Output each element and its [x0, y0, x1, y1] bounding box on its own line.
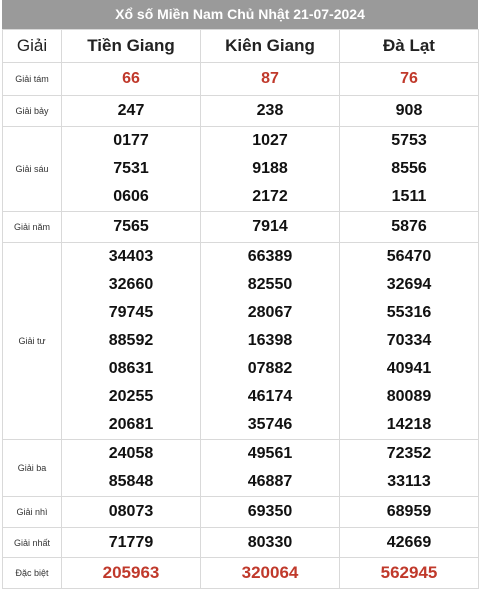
prize-value: 35746: [247, 416, 293, 433]
prize-value: 49561: [247, 445, 293, 462]
prize-cell: [62, 440, 201, 497]
province-header-da-lat[interactable]: Đà Lạt: [340, 30, 479, 63]
prize-value: 32694: [386, 276, 432, 293]
prize-cell: [340, 127, 479, 212]
results-table: [2, 29, 479, 589]
prize-row-g4: [3, 243, 479, 440]
prize-value: 79745: [108, 304, 154, 321]
prize-cell: [340, 440, 479, 497]
prize-row-g2: [3, 497, 479, 528]
prize-value: 42669: [340, 528, 479, 558]
prize-label: Giải tám: [3, 63, 62, 96]
prize-value: 88592: [108, 332, 154, 349]
prize-value: 08073: [62, 497, 201, 528]
prize-label: Giải ba: [3, 440, 62, 497]
prize-value: 2172: [252, 188, 288, 205]
prize-row-g5: [3, 212, 479, 243]
prize-label: Giải năm: [3, 212, 62, 243]
prize-label: Giải sáu: [3, 127, 62, 212]
special-prize-value: 562945: [340, 558, 479, 589]
prize-row-special: [3, 558, 479, 589]
prize-value: 80089: [386, 388, 432, 405]
prize-value: 46174: [247, 388, 293, 405]
prize-value: 07882: [247, 360, 293, 377]
prize-value: 69350: [201, 497, 340, 528]
prize-label: Giải nhất: [3, 528, 62, 558]
prize-cell: [201, 440, 340, 497]
prize-value: 32660: [108, 276, 154, 293]
prize-value: 7914: [201, 212, 340, 243]
prize-value: 72352: [386, 445, 432, 462]
prize-value: 20255: [108, 388, 154, 405]
prize-row-g3: [3, 440, 479, 497]
prize-value: 7565: [62, 212, 201, 243]
prize-value: 20681: [108, 416, 154, 433]
prize-value: 1027: [252, 132, 288, 149]
prize-row-g1: [3, 528, 479, 558]
prize-column-header: Giải: [3, 30, 62, 63]
special-prize-value: 205963: [62, 558, 201, 589]
prize-cell: [201, 127, 340, 212]
prize-cell: [340, 243, 479, 440]
prize-value: 87: [201, 63, 340, 96]
prize-value: 16398: [247, 332, 293, 349]
prize-value: 66: [62, 63, 201, 96]
prize-value: 33113: [387, 473, 431, 490]
prize-cell: [62, 127, 201, 212]
prize-row-g8: [3, 63, 479, 96]
prize-value: 9188: [252, 160, 288, 177]
prize-value: 7531: [113, 160, 149, 177]
page-title: Xổ số Miền Nam Chủ Nhật 21-07-2024: [2, 0, 478, 29]
prize-value: 5753: [391, 132, 427, 149]
prize-value: 85848: [108, 473, 154, 490]
province-header-kien-giang[interactable]: Kiên Giang: [201, 30, 340, 63]
prize-value: 46887: [247, 473, 293, 490]
prize-value: 82550: [247, 276, 293, 293]
prize-value: 56470: [386, 248, 432, 265]
prize-value: 5876: [340, 212, 479, 243]
prize-value: 66389: [247, 248, 293, 265]
prize-label: Đặc biệt: [3, 558, 62, 589]
prize-row-g7: [3, 96, 479, 127]
prize-value: 247: [62, 96, 201, 127]
prize-value: 34403: [108, 248, 154, 265]
prize-value: 8556: [391, 160, 427, 177]
prize-value: 40941: [386, 360, 432, 377]
prize-value: 14218: [386, 416, 432, 433]
prize-label: Giải bảy: [3, 96, 62, 127]
results-container: [2, 0, 478, 589]
prize-value: 1511: [391, 188, 427, 205]
prize-value: 08631: [108, 360, 154, 377]
header-row: [3, 30, 479, 63]
prize-cell: [62, 243, 201, 440]
prize-value: 24058: [108, 445, 154, 462]
prize-value: 0606: [113, 188, 149, 205]
prize-label: Giải tư: [3, 243, 62, 440]
prize-value: 28067: [247, 304, 293, 321]
prize-value: 55316: [386, 304, 432, 321]
prize-value: 238: [201, 96, 340, 127]
prize-value: 70334: [386, 332, 432, 349]
prize-cell: [201, 243, 340, 440]
prize-value: 0177: [113, 132, 149, 149]
prize-value: 76: [340, 63, 479, 96]
province-header-tien-giang[interactable]: Tiền Giang: [62, 30, 201, 63]
prize-value: 68959: [340, 497, 479, 528]
prize-value: 71779: [62, 528, 201, 558]
special-prize-value: 320064: [201, 558, 340, 589]
prize-row-g6: [3, 127, 479, 212]
prize-label: Giải nhì: [3, 497, 62, 528]
prize-value: 80330: [201, 528, 340, 558]
prize-value: 908: [340, 96, 479, 127]
